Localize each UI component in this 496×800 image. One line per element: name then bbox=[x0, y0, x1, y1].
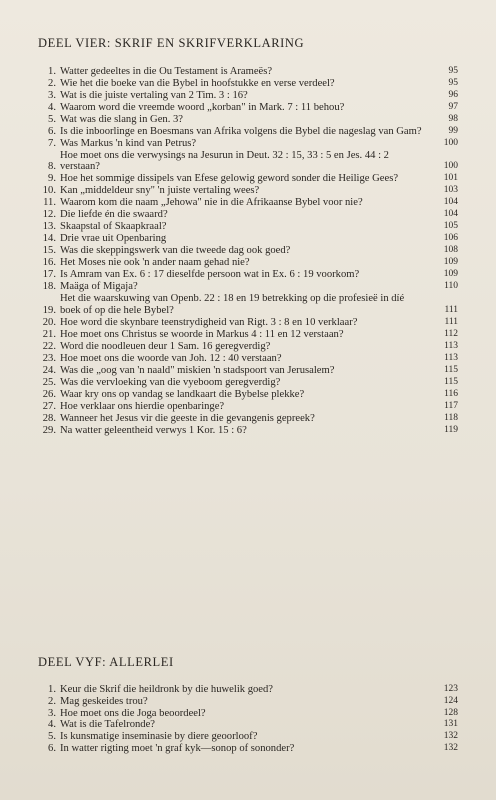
entry-number: 21. bbox=[42, 328, 56, 340]
toc-entry bbox=[38, 221, 458, 232]
toc-entry bbox=[38, 377, 458, 388]
page-number: 132 bbox=[443, 742, 458, 753]
entry-number: 11. bbox=[43, 197, 56, 209]
entry-title: Hoe moet ons Christus se woorde in Markus 4 : 11 en 12 verstaan? bbox=[60, 328, 344, 340]
entry-title: Was die vervloeking van die vyeboom geregverdig? bbox=[60, 376, 281, 388]
toc-entry bbox=[38, 281, 458, 292]
page-number: 116 bbox=[444, 388, 458, 399]
entry-number: 5. bbox=[48, 114, 56, 125]
toc-entry bbox=[38, 78, 458, 89]
entry-title: Wanneer het Jesus vir die geeste in die gevangenis gepreek? bbox=[60, 412, 315, 424]
entry-number: 2. bbox=[48, 78, 56, 89]
toc-entry bbox=[38, 209, 458, 220]
toc-entry bbox=[38, 413, 458, 424]
entry-number: 8. bbox=[48, 161, 56, 173]
page-number: 100 bbox=[443, 138, 458, 148]
entry-title: Skaapstal of Skaapkraal? bbox=[60, 221, 167, 233]
page-number: 95 bbox=[448, 66, 458, 76]
entry-title: Is Amram van Ex. 6 : 17 dieselfde persoon wat in Ex. 6 : 19 voorkom? bbox=[60, 269, 360, 281]
toc-entry bbox=[38, 257, 458, 268]
entry-number: 6. bbox=[48, 742, 56, 754]
page-number: 100 bbox=[443, 161, 458, 172]
entry-title: Na watter geleentheid verwys 1 Kor. 15 : 6? bbox=[60, 424, 247, 436]
toc-entry bbox=[38, 425, 458, 436]
entry-number: 24. bbox=[42, 364, 56, 376]
page-number: 117 bbox=[444, 400, 458, 411]
toc-entry bbox=[38, 66, 458, 77]
page-number: 103 bbox=[443, 185, 458, 196]
entry-number: 20. bbox=[42, 316, 56, 328]
entry-number: 17. bbox=[42, 269, 56, 281]
page-number: 113 bbox=[444, 352, 458, 363]
entry-title: Hoe moet ons die Joga beoordeel? bbox=[60, 707, 206, 719]
entry-number: 27. bbox=[42, 400, 56, 412]
toc-list-part4 bbox=[38, 66, 458, 437]
entry-title: Hoe moet ons die woorde van Joh. 12 : 40 verstaan? bbox=[60, 352, 282, 364]
entry-number: 15. bbox=[42, 245, 56, 257]
entry-title: Hoe verklaar ons hierdie openbaringe? bbox=[60, 400, 225, 412]
entry-number: 26. bbox=[42, 388, 56, 400]
entry-title: Kan „middeldeur sny" 'n juiste vertaling wees? bbox=[60, 185, 260, 197]
page-number: 98 bbox=[448, 114, 458, 124]
entry-title: Waarom kom die naam „Jehowa" nie in die Afrikaanse Bybel voor nie? bbox=[60, 197, 363, 209]
page-number: 115 bbox=[444, 364, 458, 375]
entry-title: Wie het die boeke van die Bybel in hoofstukke en verse verdeel? bbox=[60, 78, 335, 89]
entry-title: Is die inboorlinge en Boesmans van Afrika volgens die Bybel die nageslag van Gam? bbox=[60, 126, 422, 137]
section-heading-part4: DEEL VIER: SKRIF EN SKRIFVERKLARING bbox=[38, 36, 305, 50]
entry-title: Keur die Skrif die heildronk by die huwelik goed? bbox=[60, 684, 273, 695]
toc-entry bbox=[38, 401, 458, 412]
entry-title: Maäga of Migaja? bbox=[60, 281, 138, 293]
page-number: 128 bbox=[443, 707, 458, 718]
toc-entry bbox=[38, 329, 458, 340]
entry-title: Waar kry ons op vandag se landkaart die Bybelse plekke? bbox=[60, 388, 305, 400]
entry-number: 16. bbox=[42, 257, 56, 269]
entry-number: 25. bbox=[42, 376, 56, 388]
entry-title: Wat is die Tafelronde? bbox=[60, 719, 155, 731]
toc-entry bbox=[38, 708, 458, 719]
toc-entry bbox=[38, 102, 458, 113]
entry-title: Watter gedeeltes in die Ou Testament is Arameës? bbox=[60, 66, 273, 77]
entry-number: 22. bbox=[42, 340, 56, 352]
entry-title: Wat is die juiste vertaling van 2 Tim. 3 : 16? bbox=[60, 90, 248, 101]
entry-number: 23. bbox=[42, 352, 56, 364]
toc-entry bbox=[38, 185, 458, 196]
toc-entry bbox=[38, 317, 458, 328]
page-number: 115 bbox=[444, 376, 458, 387]
page-number: 105 bbox=[443, 221, 458, 232]
entry-title: Die liefde én die swaard? bbox=[60, 209, 168, 221]
entry-title: Het Moses nie ook 'n ander naam gehad nie? bbox=[60, 257, 250, 269]
page-number: 104 bbox=[443, 209, 458, 220]
entry-title: Waarom word die vreemde woord „korban" in Mark. 7 : 11 behou? bbox=[60, 102, 345, 113]
entry-title: Mag geskeides trou? bbox=[60, 695, 148, 707]
entry-title: Word die noodleuen deur 1 Sam. 16 geregverdig? bbox=[60, 340, 271, 352]
entry-number: 6. bbox=[48, 126, 56, 137]
entry-number: 13. bbox=[42, 221, 56, 233]
entry-number: 7. bbox=[48, 138, 56, 149]
page-number: 111 bbox=[444, 304, 458, 315]
toc-entry bbox=[38, 150, 458, 173]
toc-entry bbox=[38, 173, 458, 184]
page-number: 99 bbox=[448, 126, 458, 136]
entry-number: 28. bbox=[42, 412, 56, 424]
entry-title: Hoe word die skynbare teenstrydigheid van Rigt. 3 : 8 en 10 verklaar? bbox=[60, 316, 358, 328]
toc-entry bbox=[38, 269, 458, 280]
toc-entry bbox=[38, 719, 458, 730]
entry-number: 18. bbox=[42, 281, 56, 293]
page-number: 113 bbox=[444, 340, 458, 351]
page-number: 111 bbox=[444, 316, 458, 327]
entry-title: Was die skeppingswerk van die tweede dag ook goed? bbox=[60, 245, 291, 257]
page-number: 106 bbox=[443, 233, 458, 244]
entry-title: Was die „oog van 'n naald" miskien 'n stadspoort van Jerusalem? bbox=[60, 364, 335, 376]
page-number: 96 bbox=[448, 90, 458, 100]
page-number: 118 bbox=[444, 412, 458, 423]
entry-number: 3. bbox=[48, 90, 56, 101]
entry-title: In watter rigting moet 'n graf kyk—sonop of sononder? bbox=[60, 742, 295, 754]
entry-number: 1. bbox=[48, 66, 56, 77]
page-number: 104 bbox=[443, 197, 458, 208]
entry-number: 1. bbox=[48, 684, 56, 695]
entry-title: Drie vrae uit Openbaring bbox=[60, 233, 167, 245]
entry-number: 4. bbox=[48, 102, 56, 113]
page-number: 123 bbox=[443, 684, 458, 694]
section-heading-part5: DEEL VYF: ALLERLEI bbox=[38, 655, 174, 669]
entry-number: 12. bbox=[42, 209, 56, 221]
page-number: 108 bbox=[443, 245, 458, 256]
toc-entry bbox=[38, 365, 458, 376]
toc-entry bbox=[38, 233, 458, 244]
page-number: 95 bbox=[448, 78, 458, 88]
toc-entry bbox=[38, 731, 458, 742]
toc-list-part5 bbox=[38, 684, 458, 755]
toc-entry bbox=[38, 114, 458, 125]
toc-entry bbox=[38, 389, 458, 400]
entry-number: 4. bbox=[48, 719, 56, 731]
toc-entry bbox=[38, 90, 458, 101]
page-number: 97 bbox=[448, 102, 458, 112]
entry-title: Was Markus 'n kind van Petrus? bbox=[60, 138, 197, 149]
toc-entry bbox=[38, 353, 458, 364]
page-number: 124 bbox=[443, 695, 458, 706]
entry-number: 9. bbox=[48, 173, 56, 185]
toc-entry bbox=[38, 684, 458, 695]
entry-title: Is kunsmatige inseminasie by diere geoorloof? bbox=[60, 731, 258, 743]
entry-title: Wat was die slang in Gen. 3? bbox=[60, 114, 184, 125]
entry-title: Het die waarskuwing van Openb. 22 : 18 en 19 betrekking op die profesieë in díé boek of op die hele Bybel? bbox=[60, 293, 405, 316]
toc-entry bbox=[38, 197, 458, 208]
entry-number: 19. bbox=[42, 304, 56, 316]
toc-entry bbox=[38, 293, 458, 316]
toc-entry bbox=[38, 245, 458, 256]
entry-number: 5. bbox=[48, 731, 56, 743]
entry-number: 29. bbox=[42, 424, 56, 436]
entry-number: 2. bbox=[48, 695, 56, 707]
toc-entry bbox=[38, 126, 458, 137]
page-number: 110 bbox=[444, 281, 458, 292]
entry-number: 14. bbox=[42, 233, 56, 245]
page-number: 109 bbox=[443, 269, 458, 280]
entry-number: 3. bbox=[48, 707, 56, 719]
entry-number: 10. bbox=[42, 185, 56, 197]
page-number: 131 bbox=[443, 719, 458, 730]
toc-entry bbox=[38, 138, 458, 149]
page-number: 132 bbox=[443, 731, 458, 742]
page-number: 112 bbox=[444, 328, 458, 339]
toc-entry bbox=[38, 743, 458, 754]
page-number: 101 bbox=[443, 173, 458, 184]
entry-title: Hoe het sommige dissipels van Efese gelowig geword sonder die Heilige Gees? bbox=[60, 173, 399, 185]
entry-title: Hoe moet ons die verwysings na Jesurun in Deut. 32 : 15, 33 : 5 en Jes. 44 : 2 verstaan? bbox=[60, 150, 389, 173]
page-number: 119 bbox=[444, 424, 458, 435]
toc-entry bbox=[38, 696, 458, 707]
toc-entry bbox=[38, 341, 458, 352]
page-number: 109 bbox=[443, 257, 458, 268]
